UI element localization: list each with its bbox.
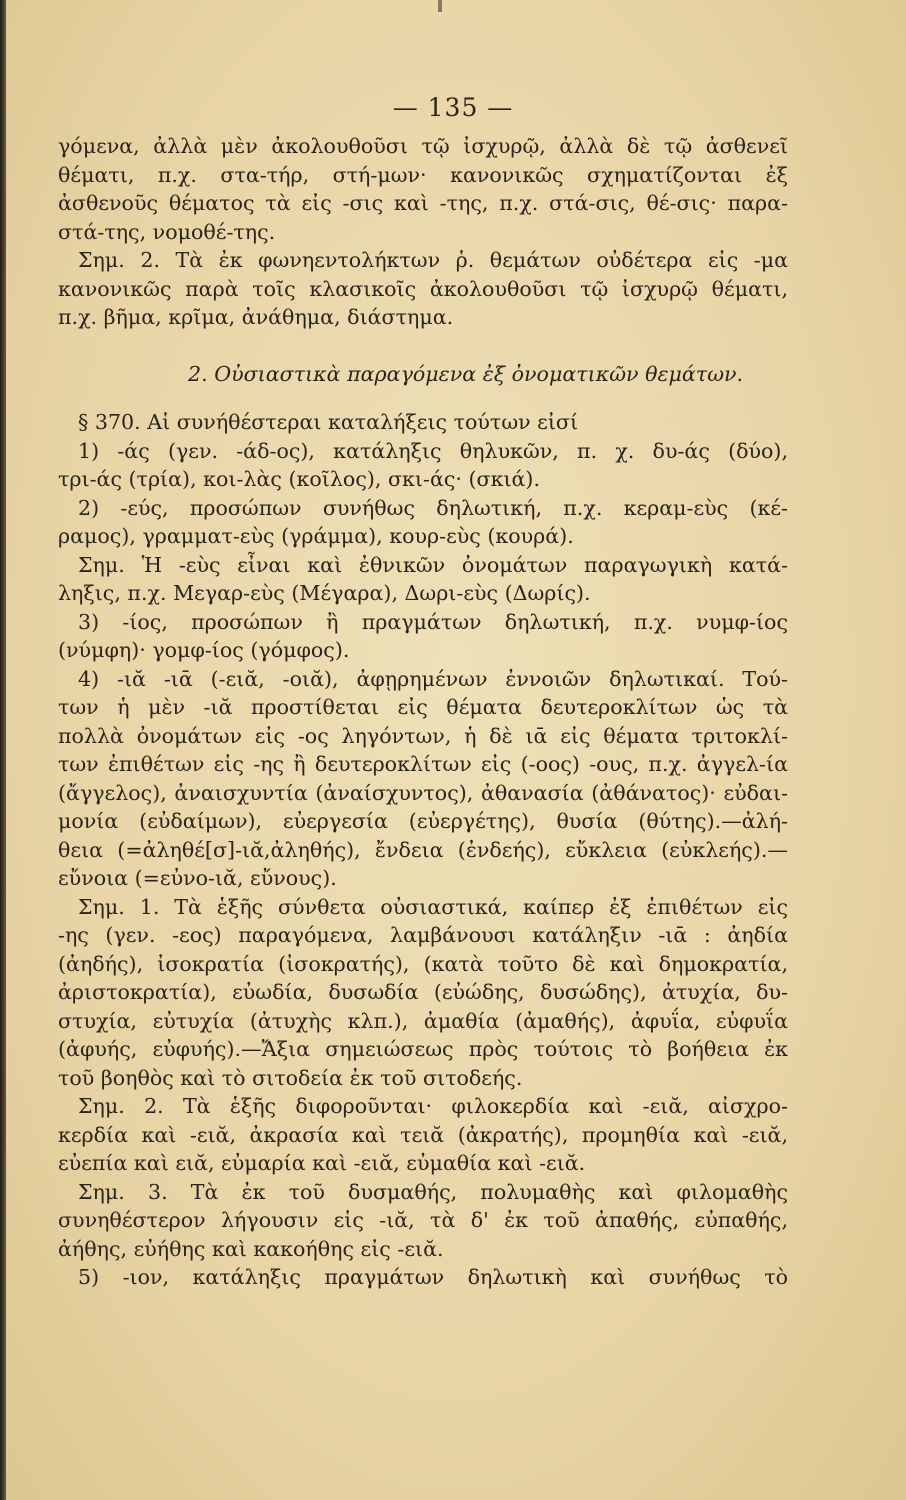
- page-number: — 135 —: [392, 93, 514, 122]
- text-line: Σημ. 1. Τὰ ἑξῆς σύνθετα οὐσιαστικά, καίπερ ἐξ ἐπιθέτων εἰς: [78, 894, 788, 919]
- text-line: ἀσθενοῦς θέματος τὰ εἰς -σις καὶ -της, π.χ. στά-σις, θέ-σις· παρα-: [58, 191, 788, 215]
- text-line: -ης (γεν. -εος) παραγόμενα, λαμβάνουσι κατάληξιν -ιᾱ : ἀηδία: [58, 923, 788, 947]
- page-binding-edge: [0, 0, 6, 1500]
- text-line: στυχία, εὐτυχία (ἀτυχὴς κλπ.), ἀμαθία (ἀμαθής), ἀφυΐα, εὐφυΐα: [58, 1008, 788, 1033]
- text-line: μονία (εὐδαίμων), εὐεργεσία (εὐεργέτης), θυσία (θύτης).—ἀλή-: [58, 809, 788, 833]
- text-line: ἀήθης, εὐήθης καὶ κακοήθης εἰς -ειᾰ.: [58, 1236, 444, 1261]
- text-line: (ἄγγελος), ἀναισχυντία (ἀναίσχυντος), ἀθανασία (ἀθάνατος)· εὐδαι-: [58, 780, 788, 805]
- text-line: κανονικῶς παρὰ τοῖς κλασικοῖς ἀκολουθοῦσι τῷ ἰσχυρῷ θέματι,: [58, 276, 788, 301]
- text-line: Σημ. 2. Τὰ ἑξῆς διφοροῦνται· φιλοκερδία καὶ -ειᾰ, αἰσχρο-: [78, 1094, 788, 1118]
- text-line: θέματι, π.χ. στα-τήρ, στή-μων· κανονικῶς σχηματίζονται ἐξ: [58, 162, 788, 187]
- section-heading: 2. Οὐσιαστικὰ παραγόμενα ἐξ ὀνοματικῶν θεμάτων.: [188, 361, 744, 386]
- text-line: θεια (=ἀληθέ[σ]-ιᾰ,ἀληθής), ἔνδεια (ἐνδεής), εὔκλεια (εὐκλεής).—: [58, 837, 788, 862]
- text-line: τοῦ βοηθὸς καὶ τὸ σιτοδεία ἐκ τοῦ σιτοδεής.: [58, 1065, 523, 1090]
- text-line: (νύμφη)· γομφ-ίος (γόμφος).: [58, 638, 350, 662]
- text-line: των ἡ μὲν -ιᾰ προστίθεται εἰς θέματα δευτεροκλίτων ὡς τὰ: [58, 695, 788, 719]
- page-top-mark: [438, 0, 442, 12]
- text-line: (ἀφυής, εὐφυής).—Ἄξια σημειώσεως πρὸς τούτοις τὸ βοήθεια ἐκ: [58, 1037, 788, 1061]
- text-line: 1) -άς (γεν. -άδ-ος), κατάληξις θηλυκῶν, π. χ. δυ-άς (δύο),: [78, 438, 788, 463]
- text-line: πολλὰ ὀνομάτων εἰς -ος ληγόντων, ἡ δὲ ιᾱ εἰς θέματα τριτοκλί-: [58, 723, 788, 748]
- paragraph-heading: § 370. Αἱ συνήθέστεραι καταλήξεις τούτων εἰσί: [78, 410, 579, 434]
- text-line: 5) -ιον, κατάληξις πραγμάτων δηλωτικὴ καὶ συνήθως τὸ: [78, 1265, 788, 1289]
- text-line: 3) -ίος, προσώπων ἢ πραγμάτων δηλωτική, π.χ. νυμφ-ίος: [78, 609, 788, 634]
- text-line: Σημ. 3. Τὰ ἐκ τοῦ δυσμαθής, πολυμαθὴς καὶ φιλομαθὴς: [78, 1179, 788, 1204]
- text-line: 2) -εύς, προσώπων συνήθως δηλωτική, π.χ. κεραμ-εὺς (κέ-: [78, 495, 788, 520]
- text-line: ληξις, π.χ. Μεγαρ-εὺς (Μέγαρα), Δωρι-εὺς (Δωρίς).: [58, 581, 591, 605]
- text-line: εὐεπία καὶ ειᾰ, εὐμαρία καὶ -ειᾰ, εὐμαθία καὶ -ειᾰ.: [58, 1151, 586, 1175]
- text-line: ἀριστοκρατία), εὐωδία, δυσωδία (εὐώδης, δυσώδης), ἀτυχία, δυ-: [58, 980, 788, 1004]
- text-line: ραμος), γραμματ-εὺς (γράμμα), κουρ-εὺς (κουρά).: [58, 524, 574, 548]
- text-line: Σημ. Ἡ -εὺς εἶναι καὶ ἐθνικῶν ὀνομάτων παραγωγικὴ κατά-: [78, 552, 788, 577]
- page-body: [58, 132, 788, 1292]
- text-line: στά-της, νομοθέ-της.: [58, 219, 276, 244]
- text-line: 4) -ιᾰ -ιᾱ (-ειᾰ, -οιᾰ), ἀφῃρημένων ἐννοιῶν δηλωτικαί. Τού-: [78, 666, 788, 691]
- text-line: (ἀηδής), ἰσοκρατία (ἰσοκρατής), (κατὰ τοῦτο δὲ καὶ δημοκρατία,: [58, 951, 788, 976]
- text-line: κερδία καὶ -ειᾰ, ἀκρασία καὶ τειᾰ (ἀκρατής), προμηθία καὶ -ειᾰ,: [58, 1122, 788, 1147]
- text-line: γόμενα, ἀλλὰ μὲν ἀκολουθοῦσι τῷ ἰσχυρῷ, ἀλλὰ δὲ τῷ ἀσθενεῖ: [58, 134, 788, 158]
- text-line: Σημ. 2. Τὰ ἐκ φωνηεντολήκτων ῥ. θεμάτων οὐδέτερα εἰς -μα: [78, 248, 788, 272]
- text-line: εὔνοια (=εὐνο-ιᾰ, εὔνους).: [58, 866, 337, 890]
- text-line: τρι-άς (τρία), κοι-λὰς (κοῖλος), σκι-άς· (σκιά).: [58, 467, 541, 491]
- text-line: των ἐπιθέτων εἰς -ης ἢ δευτεροκλίτων εἰς (-οος) -ους, π.χ. ἀγγελ-ία: [58, 752, 788, 776]
- text-line: συνηθέστερον λήγουσιν εἰς -ιᾰ, τὰ δ' ἐκ τοῦ ἀπαθής, εὐπαθής,: [58, 1208, 788, 1232]
- text-line: π.χ. βῆμα, κρῖμα, ἀνάθημα, διάστημα.: [58, 305, 454, 329]
